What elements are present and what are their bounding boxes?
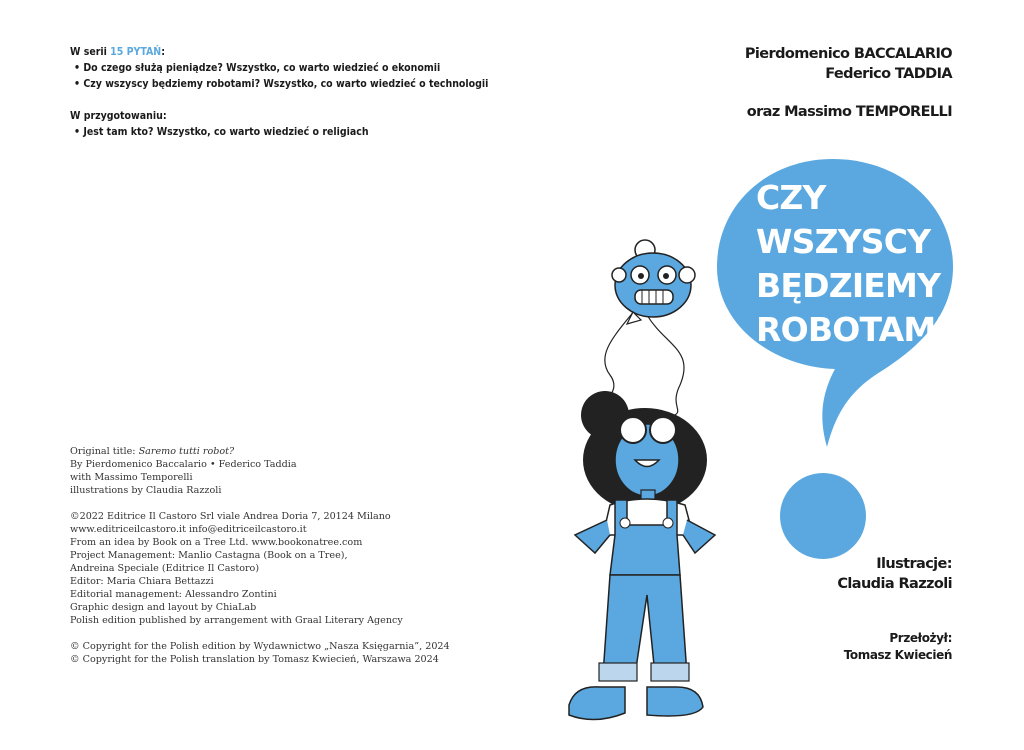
robot-balloon <box>612 240 695 324</box>
co-author: oraz Massimo TEMPORELLI <box>746 104 952 120</box>
series-intro-suffix: : <box>161 46 165 58</box>
series-list <box>70 44 530 140</box>
series-intro <box>70 44 530 60</box>
title-line: ROBOTAMI? <box>756 310 966 349</box>
credit-line: Graphic design and layout by ChiaLab <box>70 602 257 613</box>
illustrator-block <box>837 554 952 594</box>
title-line: WSZYSCY <box>756 222 931 261</box>
authors-block <box>745 44 952 84</box>
author-name: Pierdomenico BACCALARIO <box>744 46 952 62</box>
credit-line: By Pierdomenico Baccalario • Federico Taddia <box>70 459 297 470</box>
credit-line: with Massimo Temporelli <box>70 472 193 483</box>
credit-line: Andreina Speciale (Editrice Il Castoro) <box>70 563 260 574</box>
girl-with-robot-illustration <box>555 235 730 730</box>
credit-line: Editor: Maria Chiara Bettazzi <box>70 576 214 587</box>
translator-name: Tomasz Kwiecień <box>843 648 952 662</box>
illustrator-label: Ilustracje: <box>876 556 952 572</box>
copyright-line: © Copyright for the Polish edition by Wydawnictwo „Nasza Księgarnia”, 2024 <box>70 641 450 652</box>
credit-line: Polish edition published by arrangement with Graal Literary Agency <box>70 615 403 626</box>
credit-line: illustrations by Claudia Razzoli <box>70 485 222 496</box>
upcoming-item: • Jest tam kto? Wszystko, co warto wiedzieć o religiach <box>70 124 530 140</box>
translator-block <box>844 630 952 664</box>
original-title-line <box>70 445 510 458</box>
title-line: BĘDZIEMY <box>756 266 941 305</box>
original-title-label: Original title: <box>70 446 139 457</box>
credit-line: ©2022 Editrice Il Castoro Srl viale Andrea Doria 7, 20124 Milano <box>70 511 391 522</box>
girl-figure <box>569 391 715 720</box>
translator-label: Przełożył: <box>889 631 952 645</box>
illustrator-name: Claudia Razzoli <box>837 576 952 592</box>
credit-line: From an idea by Book on a Tree Ltd. www.bookonatree.com <box>70 537 363 548</box>
series-item: • Do czego służą pieniądze? Wszystko, co warto wiedzieć o ekonomii <box>70 60 530 76</box>
author-name: Federico TADDIA <box>825 66 952 82</box>
credit-line: www.editriceilcastoro.it info@editriceilcastoro.it <box>70 524 307 535</box>
upcoming-label: W przygotowaniu: <box>70 110 167 122</box>
original-title: Saremo tutti robot? <box>138 446 235 457</box>
copyright-line: © Copyright for the Polish translation by Tomasz Kwiecień, Warszawa 2024 <box>70 654 439 665</box>
title-line: CZY <box>756 178 826 217</box>
series-item: • Czy wszyscy będziemy robotami? Wszystko, co warto wiedzieć o technologii <box>70 76 530 92</box>
credit-line: Project Management: Manlio Castagna (Book on a Tree), <box>70 550 348 561</box>
question-mark-dot <box>780 472 870 562</box>
credits-block <box>70 445 510 666</box>
credit-line: Editorial management: Alessandro Zontini <box>70 589 277 600</box>
series-name: 15 PYTAŃ <box>110 46 162 58</box>
book-title <box>756 176 965 352</box>
series-intro-prefix: W serii <box>70 46 111 58</box>
